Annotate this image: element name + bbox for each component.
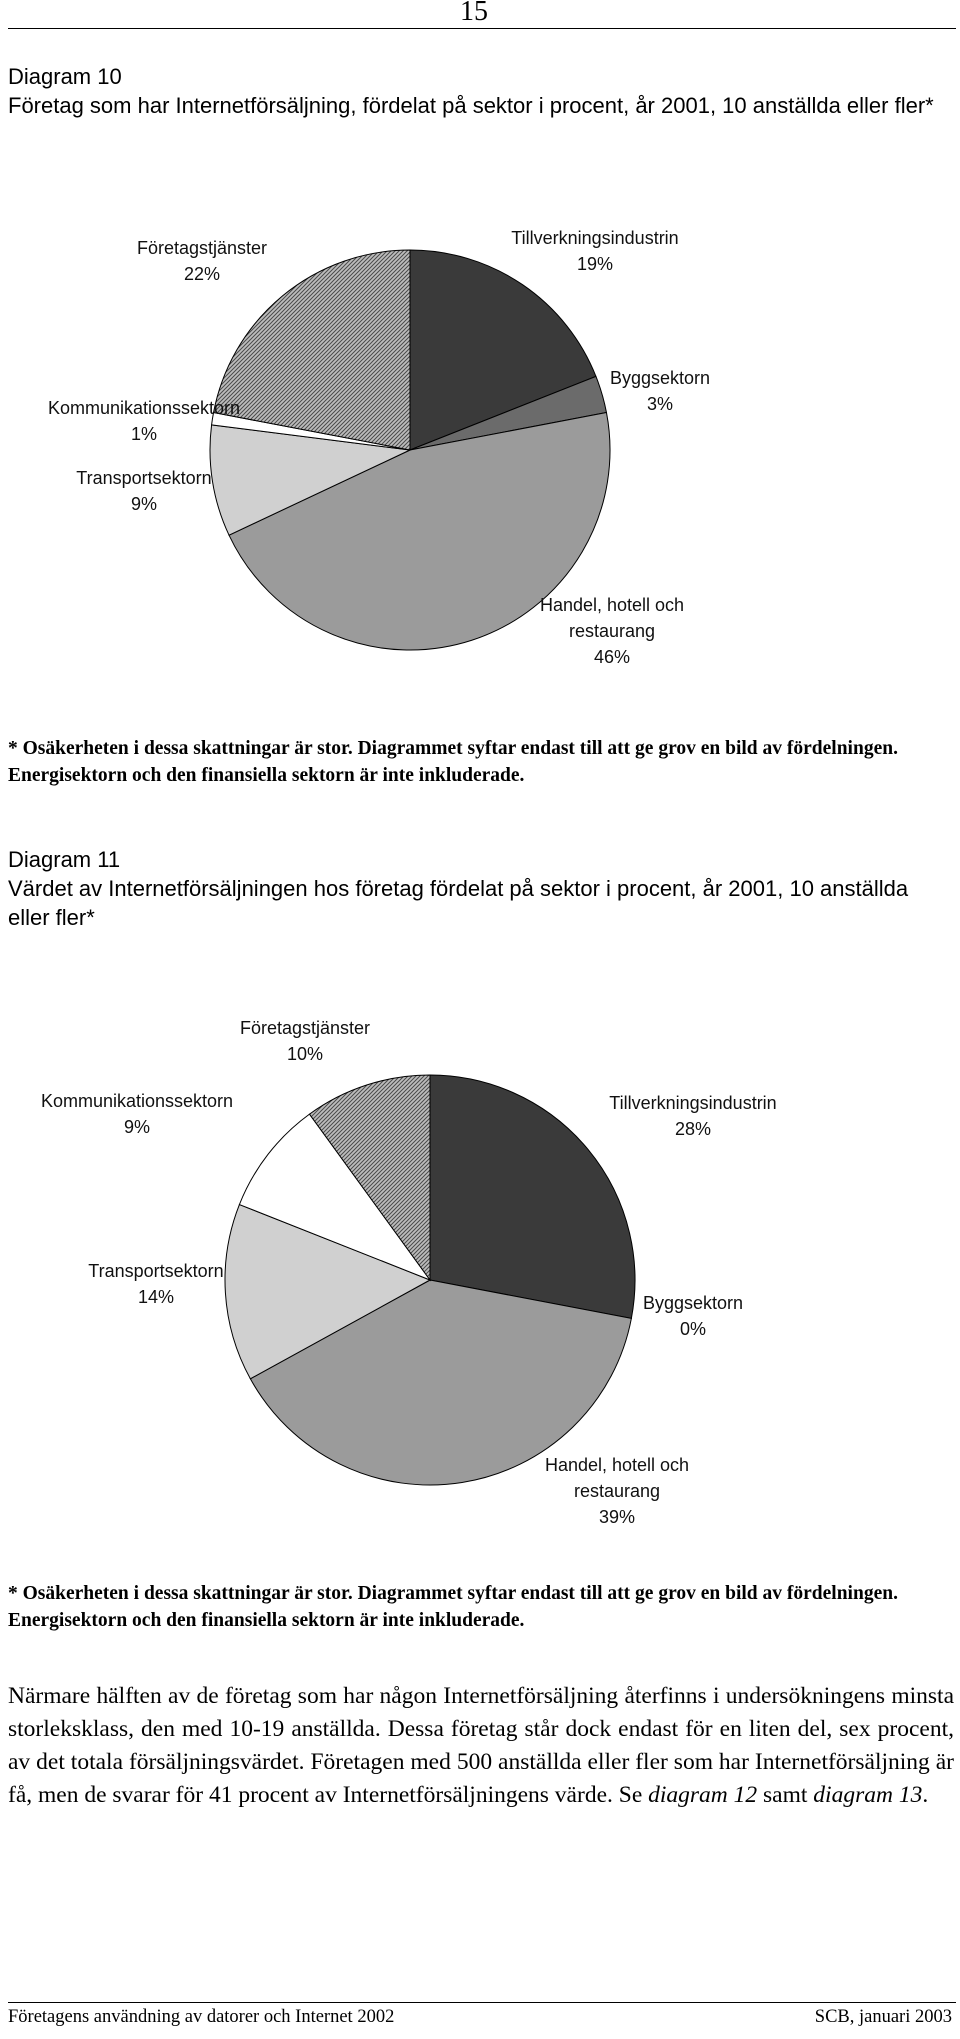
footer-rule [8, 2002, 956, 2003]
diagram-10-note: * Osäkerheten i dessa skattningar är stor. Diagrammet syftar endast till att ge grov en bild av fördelningen. Energisektorn och den finansiella sektorn är inte inkluderade. [8, 738, 898, 786]
slice-label-text: restaurang [568, 621, 656, 641]
slice-label-percent: 9% [123, 1117, 150, 1137]
slice-label-percent: 14% [137, 1287, 175, 1307]
footer-publisher-date: SCB, januari 2003 [814, 2007, 952, 2027]
slice-label-kommunikationssektorn [41, 1088, 233, 1140]
slice-label-transportsektorn [88, 1258, 223, 1310]
slice-label-text: Byggsektorn [642, 1293, 744, 1313]
diagram-10-title: Företag som har Internetförsäljning, fördelat på sektor i procent, år 2001, 10 anställda eller fler* [8, 93, 934, 118]
diagram-11-label: Diagram 11 [8, 847, 121, 872]
slice-label-percent: 46% [593, 647, 631, 667]
slice-label-text: Kommunikationssektorn [40, 1091, 234, 1111]
slice-label-text: Transportsektorn [76, 468, 212, 488]
diagram-11-note: * Osäkerheten i dessa skattningar är stor. Diagrammet syftar endast till att ge grov en bild av fördelningen. Energisektorn och den finansiella sektorn är inte inkluderade. [8, 1583, 898, 1631]
body-paragraph [8, 1680, 954, 1812]
slice-label-text: Handel, hotell och [544, 1455, 690, 1475]
slice-label-byggsektorn [610, 365, 710, 417]
slice-label-text: restaurang [573, 1481, 661, 1501]
slice-label-percent: 1% [130, 424, 157, 444]
body-paragraph-text: Närmare hälften av de företag som har någon Internetförsäljning återfinns i undersökningens minsta storleksklass, den med 10-19 anställda. Dessa företag står dock endast för en liten del, sex procent, av det totala försäljningsvärdet. Företagen med 500 anställda eller fler som har Internetförsäljning är få, men de svarar för 41 procent av Internetförsäljningens värde. Se [8, 1683, 954, 1808]
slice-label-foretagstjanster [240, 1015, 370, 1067]
diagram-11-heading [8, 845, 948, 932]
slice-label-tillverkningsindustrin [609, 1090, 776, 1142]
slice-label-percent: 10% [286, 1044, 324, 1064]
slice-label-handel-hotell-restaurang [545, 1452, 689, 1530]
header-rule [8, 28, 956, 29]
pie-chart-diagram-10 [0, 230, 960, 670]
body-paragraph-joiner: samt [757, 1782, 814, 1808]
slice-label-tillverkningsindustrin [511, 225, 678, 277]
slice-label-percent: 9% [130, 494, 158, 514]
pie-slice-tillverkningsindustrin [430, 1075, 635, 1318]
slice-label-foretagstjanster [137, 235, 267, 287]
slice-label-text: Tillverkningsindustrin [609, 1093, 777, 1113]
slice-label-percent: 28% [674, 1119, 712, 1139]
slice-label-percent: 22% [183, 264, 221, 284]
slice-label-text: Transportsektorn [88, 1261, 224, 1281]
slice-label-percent: 19% [576, 254, 614, 274]
slice-label-byggsektorn [643, 1290, 743, 1342]
slice-label-text: Tillverkningsindustrin [511, 228, 679, 248]
slice-label-text: Företagstjänster [136, 238, 268, 258]
diagram-10-label: Diagram 10 [8, 64, 122, 89]
slice-label-percent: 0% [679, 1319, 706, 1339]
diagram-12-reference: diagram 12 [648, 1782, 758, 1808]
slice-label-text: Handel, hotell och [539, 595, 685, 615]
slice-label-kommunikationssektorn [48, 395, 240, 447]
page-number: 15 [460, 0, 488, 27]
diagram-10-heading [8, 62, 948, 120]
body-paragraph-end: . [922, 1782, 929, 1808]
slice-label-percent: 39% [598, 1507, 636, 1527]
slice-label-text: Byggsektorn [609, 368, 711, 388]
diagram-13-reference: diagram 13 [813, 1782, 923, 1808]
diagram-11-title: Värdet av Internetförsäljningen hos företag fördelat på sektor i procent, år 2001, 10 anställda eller fler* [8, 876, 909, 930]
slice-label-handel-hotell-restaurang [540, 592, 684, 670]
slice-label-text: Företagstjänster [239, 1018, 371, 1038]
footer-publication-title: Företagens användning av datorer och Internet 2002 [8, 2007, 395, 2027]
slice-label-text: Kommunikationssektorn [47, 398, 241, 418]
slice-label-transportsektorn [76, 465, 211, 517]
slice-label-percent: 3% [646, 394, 673, 414]
